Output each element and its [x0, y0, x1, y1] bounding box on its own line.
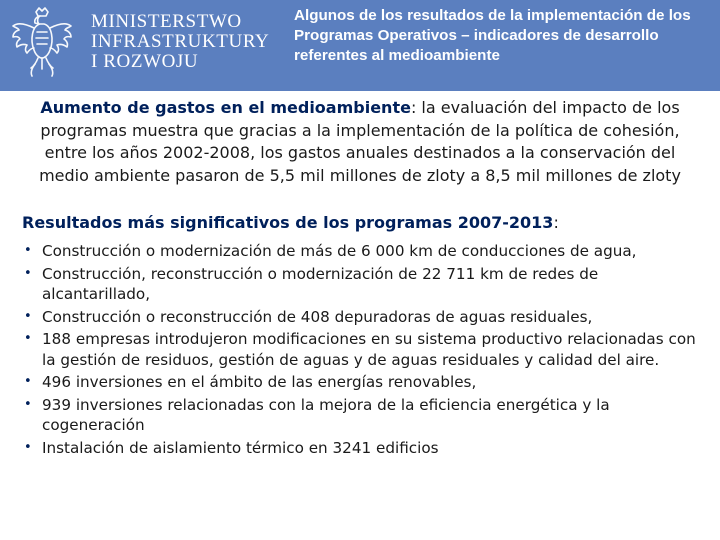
list-item: [22, 241, 698, 262]
results-list: [22, 241, 698, 460]
list-item-text: Construcción o modernización de más de 6 000 km de conducciones de agua,: [42, 242, 637, 260]
lead-paragraph: [22, 97, 698, 187]
bullet-icon: •: [24, 396, 32, 412]
list-item-text: Construcción, reconstrucción o modernización de 22 711 km de redes de alcantarillado,: [42, 264, 599, 303]
list-item: [22, 395, 698, 436]
list-item: [22, 372, 698, 393]
list-item-text: 939 inversiones relacionadas con la mejora de la eficiencia energética y la cogeneración: [42, 395, 610, 434]
list-item-text: Construcción o reconstrucción de 408 depuradoras de aguas residuales,: [42, 307, 593, 326]
bullet-icon: •: [24, 308, 32, 324]
results-heading: [22, 212, 702, 235]
lead-heading: Aumento de gastos en el medioambiente: [40, 98, 411, 117]
ministry-name-line: I ROZWOJU: [91, 51, 199, 72]
ministry-name: [91, 12, 281, 72]
slide-content: [0, 91, 720, 540]
bullet-icon: •: [24, 374, 32, 389]
lead-text: : la evaluación del impacto de los programas muestra que gracias a la implementación de la política de cohesión, entre los años 2002-2008, los gastos anuales destinados a la conservación del medio ambiente pasaron de 5,5 mil millones de zloty a 8,5 mil millones de zloty: [39, 98, 681, 185]
list-item-text: 188 empresas introdujeron modificaciones en su sistema productivo relacionadas con la gestión de residuos, gestión de aguas y de aguas residuales y calidad del aire.: [42, 330, 696, 369]
list-item-text: Instalación de aislamiento térmico en 3241 edificios: [42, 438, 439, 457]
list-item: [22, 438, 698, 459]
results-heading-suffix: :: [553, 213, 559, 232]
bullet-icon: •: [24, 243, 32, 258]
list-item: [22, 329, 698, 370]
ministry-name-line: INFRASTRUKTURY: [91, 31, 270, 52]
list-item-text: 496 inversiones en el ámbito de las energías renovables,: [42, 373, 477, 391]
ministry-name-line: MINISTERSTWO: [91, 11, 242, 32]
bullet-icon: •: [24, 265, 32, 281]
slide-title: Algunos de los resultados de la implementación de los Programas Operativos – indicadores de desarrollo referentes al medioambiente: [294, 7, 691, 64]
header-banner: [0, 0, 720, 91]
list-item: [22, 307, 698, 328]
eagle-emblem-icon: [10, 6, 74, 80]
bullet-icon: •: [24, 331, 32, 346]
results-heading-text: Resultados más significativos de los programas 2007-2013: [22, 213, 554, 232]
bullet-icon: •: [24, 439, 32, 455]
list-item: [22, 264, 698, 305]
